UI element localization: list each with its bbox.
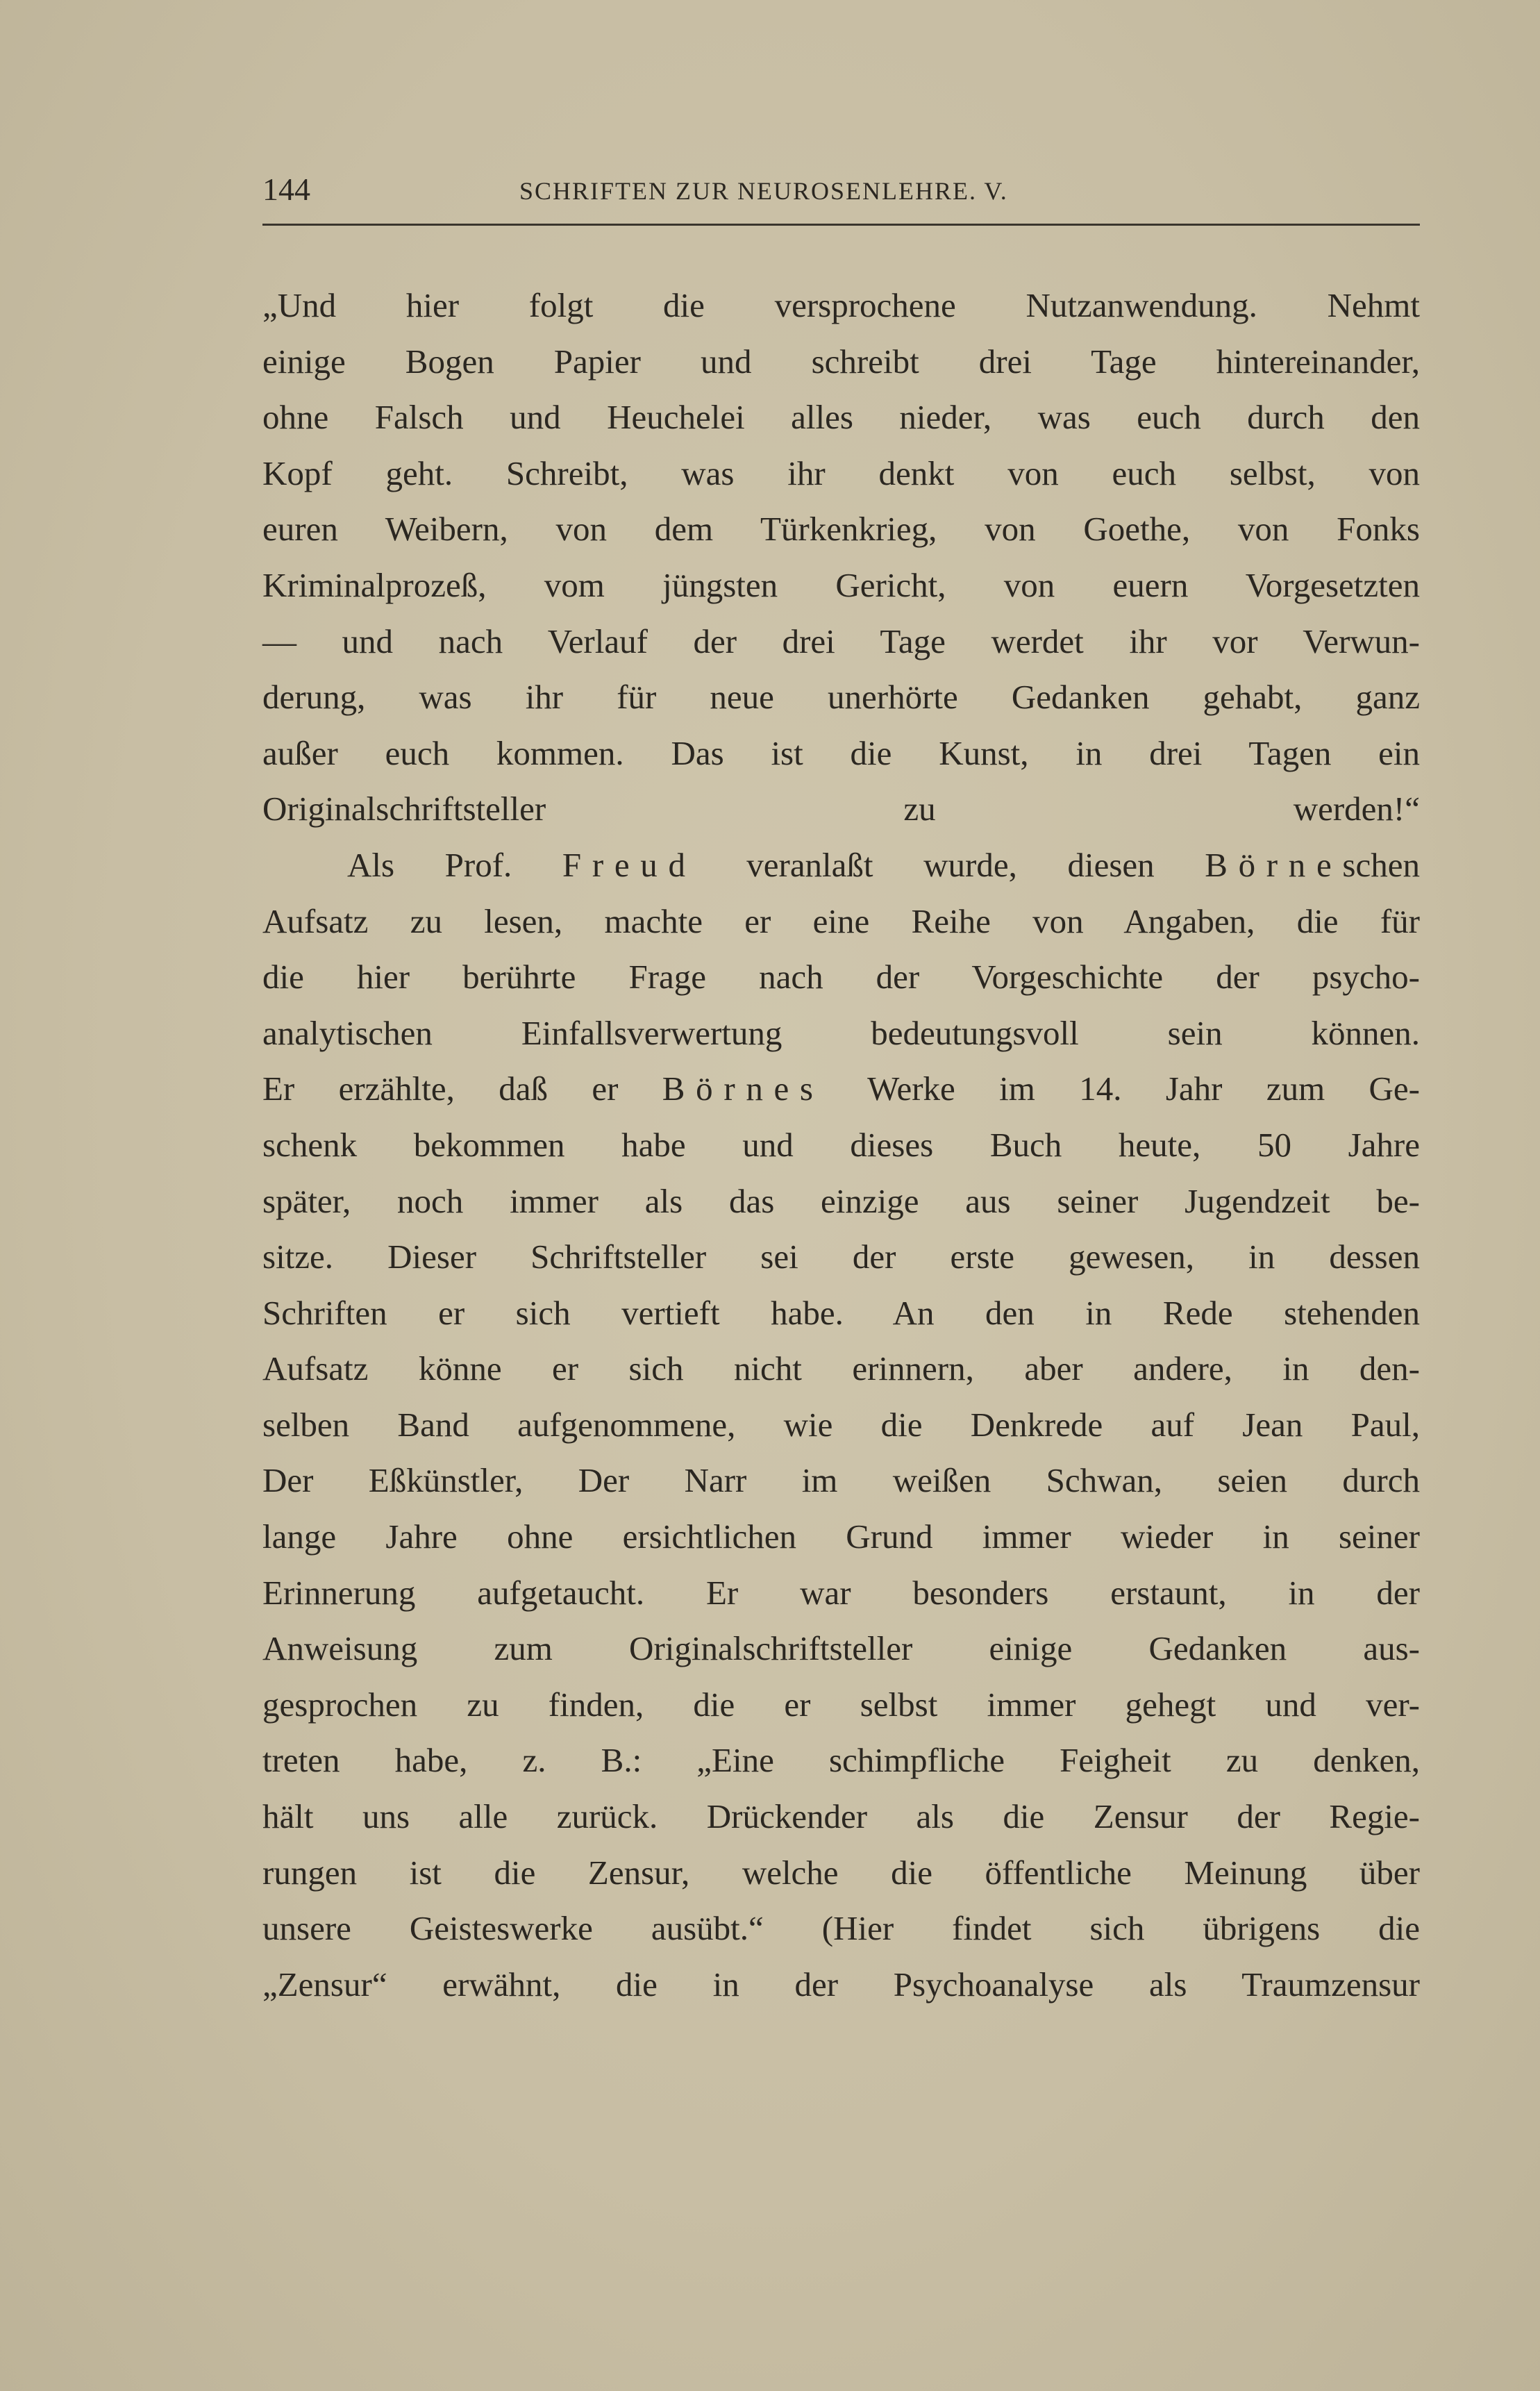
spaced-name: Freud	[562, 845, 696, 884]
spaced-name: Börnes	[662, 1069, 824, 1108]
text-segment: treten habe, z. B.: „Eine schimpfliche Feigheit zu denken,	[262, 1741, 1420, 1780]
text-line	[262, 1509, 1420, 1565]
text-segment: analytischen Einfallsverwertung bedeutungsvoll sein können.	[262, 1013, 1420, 1052]
text-segment: Er erzählte, daß er	[262, 1069, 662, 1108]
text-segment: Originalschriftsteller zu werden!“	[262, 790, 1420, 828]
text-line	[262, 446, 1420, 502]
text-segment: schen	[1342, 845, 1420, 884]
text-line	[262, 1789, 1420, 1845]
text-segment: später, noch immer als das einzige aus seiner Jugendzeit be-	[262, 1181, 1420, 1220]
text-segment: Kopf geht. Schreibt, was ihr denkt von euch selbst, von	[262, 453, 1420, 492]
text-segment: hält uns alle zurück. Drückender als die Zensur der Regie-	[262, 1797, 1420, 1836]
running-header	[262, 171, 1420, 213]
page-number: 144	[262, 172, 310, 207]
text-segment: „Und hier folgt die versprochene Nutzanwendung. Nehmt	[262, 286, 1420, 324]
spaced-name: Börne	[1205, 845, 1343, 884]
text-segment: einige Bogen Papier und schreibt drei Tage hintereinander,	[262, 342, 1420, 381]
text-segment: gesprochen zu finden, die er selbst immer gehegt und ver-	[262, 1685, 1420, 1724]
body-text	[262, 278, 1420, 2013]
text-line	[262, 1957, 1420, 2013]
text-line	[262, 894, 1420, 950]
text-line	[262, 501, 1420, 558]
text-line	[262, 558, 1420, 614]
text-line	[262, 1397, 1420, 1453]
text-line	[262, 726, 1420, 782]
text-line	[262, 334, 1420, 390]
text-segment: euren Weibern, von dem Türkenkrieg, von Goethe, von Fonks	[262, 510, 1420, 549]
text-segment: veranlaßt wurde, diesen	[696, 845, 1205, 884]
text-line	[262, 1229, 1420, 1285]
text-line	[262, 838, 1420, 894]
text-line	[262, 614, 1420, 670]
text-segment: die hier berührte Frage nach der Vorgeschichte der psycho-	[262, 958, 1420, 997]
text-segment: sitze. Dieser Schriftsteller sei der erste gewesen, in dessen	[262, 1238, 1420, 1276]
text-segment: Kriminalprozeß, vom jüngsten Gericht, von euern Vorgesetzten	[262, 565, 1420, 604]
text-segment: außer euch kommen. Das ist die Kunst, in drei Tagen ein	[262, 733, 1420, 772]
text-line	[262, 1565, 1420, 1622]
text-segment: rungen ist die Zensur, welche die öffentliche Meinung über	[262, 1853, 1420, 1892]
text-segment: „Zensur“ erwähnt, die in der Psychoanalyse als Traumzensur	[262, 1965, 1420, 2003]
text-segment: Als Prof.	[347, 845, 562, 884]
text-line	[262, 1677, 1420, 1733]
text-line	[262, 1285, 1420, 1342]
text-line	[262, 781, 1420, 838]
text-segment: schenk bekommen habe und dieses Buch heute, 50 Jahre	[262, 1125, 1420, 1164]
text-segment: derung, was ihr für neue unerhörte Gedanken gehabt, ganz	[262, 678, 1420, 717]
text-line	[262, 949, 1420, 1006]
text-segment: — und nach Verlauf der drei Tage werdet ihr vor Verwun-	[262, 622, 1420, 660]
text-line	[262, 1341, 1420, 1397]
text-line	[262, 1733, 1420, 1789]
text-line	[262, 1006, 1420, 1062]
text-line	[262, 1621, 1420, 1677]
text-line	[262, 1901, 1420, 1957]
text-segment: lange Jahre ohne ersichtlichen Grund immer wieder in seiner	[262, 1517, 1420, 1556]
text-line	[262, 1453, 1420, 1509]
text-segment: Schriften er sich vertieft habe. An den in Rede stehenden	[262, 1293, 1420, 1332]
text-segment: selben Band aufgenommene, wie die Denkrede auf Jean Paul,	[262, 1405, 1420, 1444]
header-rule	[262, 224, 1420, 226]
text-segment: unsere Geisteswerke ausübt.“ (Hier findet sich übrigens die	[262, 1909, 1420, 1948]
text-line	[262, 669, 1420, 726]
text-segment: Anweisung zum Originalschriftsteller einige Gedanken aus-	[262, 1629, 1420, 1668]
text-line	[262, 390, 1420, 446]
text-line	[262, 1174, 1420, 1230]
text-segment: Erinnerung aufgetaucht. Er war besonders erstaunt, in der	[262, 1573, 1420, 1612]
text-line	[262, 1061, 1420, 1117]
text-segment: Aufsatz zu lesen, machte er eine Reihe von Angaben, die für	[262, 901, 1420, 940]
text-segment: Der Eßkünstler, Der Narr im weißen Schwan, seien durch	[262, 1461, 1420, 1500]
text-segment: Werke im 14. Jahr zum Ge-	[823, 1069, 1420, 1108]
text-line	[262, 1117, 1420, 1174]
text-line	[262, 278, 1420, 334]
text-line	[262, 1845, 1420, 1901]
running-title: SCHRIFTEN ZUR NEUROSENLEHRE. V.	[519, 177, 1008, 205]
text-segment: ohne Falsch und Heuchelei alles nieder, was euch durch den	[262, 398, 1420, 437]
text-segment: Aufsatz könne er sich nicht erinnern, aber andere, in den-	[262, 1349, 1420, 1388]
